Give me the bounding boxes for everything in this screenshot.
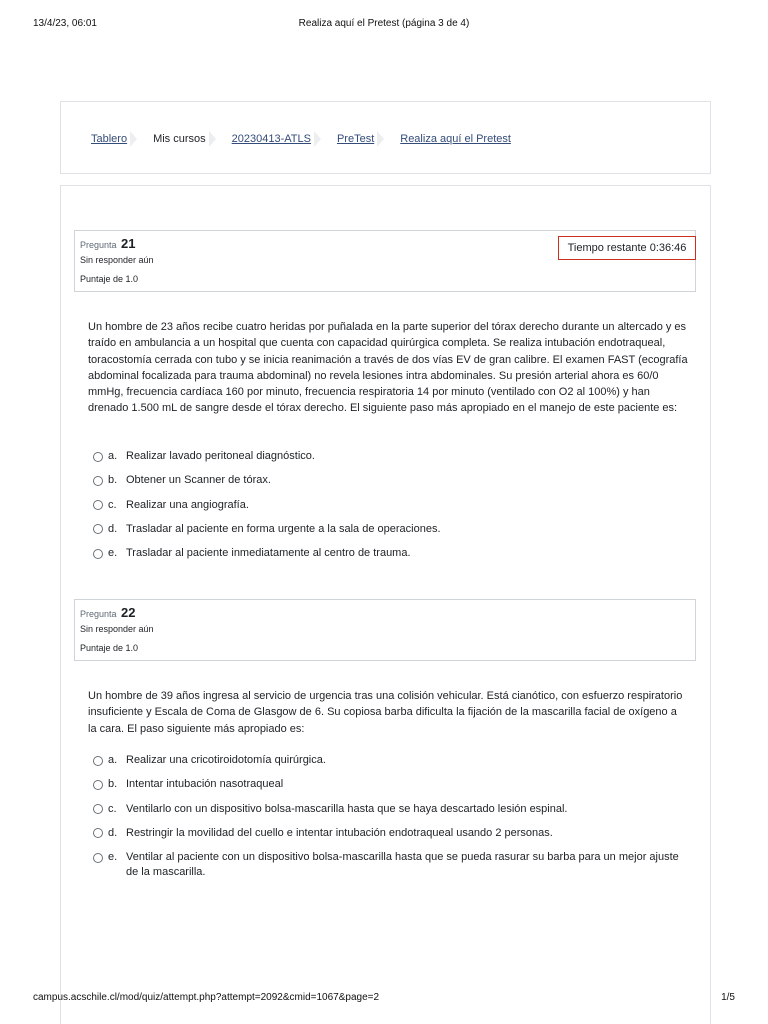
answer-letter: d. [108, 522, 118, 535]
breadcrumb-item-mis-cursos: Mis cursos [153, 133, 206, 145]
answer-option-21-a[interactable] [93, 449, 693, 464]
answer-letter: a. [108, 754, 118, 766]
answer-option-21-e[interactable] [93, 546, 693, 561]
question-number-value: 22 [121, 605, 136, 620]
question-grade: Puntaje de 1.0 [80, 643, 139, 653]
breadcrumb-separator-icon [374, 131, 400, 147]
breadcrumb-item-course[interactable]: 20230413-ATLS [231, 133, 311, 145]
breadcrumb-item-quiz[interactable]: Realiza aquí el Pretest [400, 133, 511, 145]
breadcrumb [91, 131, 511, 147]
breadcrumb-item-tablero[interactable]: Tablero [91, 133, 128, 145]
radio-button[interactable] [93, 476, 103, 486]
question-state: Sin responder aún [80, 255, 154, 265]
question-prefix: Pregunta [80, 240, 117, 250]
breadcrumb-item-pretest[interactable]: PreTest [336, 133, 375, 145]
answer-option-21-c[interactable] [93, 498, 693, 513]
question-grade: Puntaje de 1.0 [80, 274, 139, 284]
question-text-21: Un hombre de 23 años recibe cuatro heridas por puñalada en la parte superior del tórax derecho durante un altercado y es traído en ambulancia a un hospital que cuenta con capacidad quirúrgica completa. Se realiza intubación endotraqueal, toracostomía cerrada con tubo y se inicia reanimación a través de dos vías EV de gran calibre. El examen FAST (ecografía abdominal focalizada para trauma abdominal) no revela lesiones intra abdominales. Su presión arterial ahora es 60/0 mmHg, frecuencia cardíaca 160 por minuto, frecuencia respiratoria 14 por minuto (ventilado con O2 al 100%) y han drenado 1.500 mL de sangre desde el tórax derecho. El siguiente paso más apropiado en el manejo de este paciente es: [88, 321, 688, 415]
radio-button[interactable] [93, 756, 103, 766]
radio-button[interactable] [93, 524, 103, 534]
question-number [80, 236, 136, 251]
answer-label[interactable]: Realizar lavado peritoneal diagnóstico. [126, 450, 315, 462]
answer-letter: c. [108, 802, 117, 815]
answer-label[interactable]: Ventilar al paciente con un dispositivo bolsa-mascarilla hasta que se pueda rasurar su barba para un mejor ajuste de la mascarilla. [126, 851, 679, 879]
answer-letter: b. [108, 474, 118, 487]
answer-option-22-a[interactable] [93, 753, 693, 768]
question-number-value: 21 [121, 236, 136, 251]
answer-letter: b. [108, 778, 118, 791]
radio-button[interactable] [93, 828, 103, 838]
question-info-22 [74, 599, 696, 661]
answer-list-22 [93, 753, 693, 889]
print-footer [0, 992, 768, 1006]
breadcrumb-separator-icon [311, 131, 337, 147]
print-page-count: 1/5 [721, 992, 735, 1003]
answer-label[interactable]: Trasladar al paciente inmediatamente al centro de trauma. [126, 547, 411, 560]
answer-label[interactable]: Ventilarlo con un dispositivo bolsa-mascarilla hasta que se haya descartado lesión espinal. [126, 802, 568, 815]
breadcrumb-card [60, 101, 711, 174]
answer-option-21-d[interactable] [93, 522, 693, 537]
answer-option-21-b[interactable] [93, 473, 693, 488]
question-prefix: Pregunta [80, 609, 117, 619]
answer-option-22-c[interactable] [93, 802, 693, 817]
radio-button[interactable] [93, 452, 103, 462]
answer-letter: d. [108, 826, 118, 839]
question-state: Sin responder aún [80, 624, 154, 634]
answer-option-22-e[interactable] [93, 850, 693, 880]
breadcrumb-separator-icon [206, 131, 232, 147]
print-title: Realiza aquí el Pretest (página 3 de 4) [298, 18, 470, 29]
answer-letter: e. [108, 851, 118, 864]
answer-letter: a. [108, 450, 118, 462]
answer-letter: e. [108, 547, 118, 560]
answer-list-21 [93, 449, 693, 570]
answer-label[interactable]: Realizar una cricotiroidotomía quirúrgica. [126, 754, 326, 766]
breadcrumb-separator-icon [127, 131, 153, 147]
radio-button[interactable] [93, 549, 103, 559]
radio-button[interactable] [93, 780, 103, 790]
answer-label[interactable]: Restringir la movilidad del cuello e intentar intubación endotraqueal usando 2 personas. [126, 826, 553, 839]
radio-button[interactable] [93, 853, 103, 863]
question-text-22: Un hombre de 39 años ingresa al servicio de urgencia tras una colisión vehicular. Está cianótico, con esfuerzo respiratorio insuficiente y Escala de Coma de Glasgow de 6. Su copiosa barba dificulta la fijación de la mascarilla facial de oxígeno a la cara. El paso siguiente más apropiado es: [88, 690, 683, 735]
answer-option-22-d[interactable] [93, 826, 693, 841]
answer-letter: c. [108, 498, 117, 511]
answer-label[interactable]: Intentar intubación nasotraqueal [126, 778, 284, 791]
answer-label[interactable]: Trasladar al paciente en forma urgente a la sala de operaciones. [126, 522, 441, 535]
answer-label[interactable]: Obtener un Scanner de tórax. [126, 474, 271, 487]
radio-button[interactable] [93, 500, 103, 510]
print-header [0, 18, 768, 32]
answer-option-22-b[interactable] [93, 777, 693, 792]
print-url: campus.acschile.cl/mod/quiz/attempt.php?attempt=2092&cmid=1067&page=2 [33, 992, 380, 1003]
time-remaining-badge: Tiempo restante 0:36:46 [558, 236, 696, 260]
question-number [80, 605, 136, 620]
print-date: 13/4/23, 06:01 [33, 18, 97, 29]
radio-button[interactable] [93, 804, 103, 814]
answer-label[interactable]: Realizar una angiografía. [126, 498, 249, 511]
